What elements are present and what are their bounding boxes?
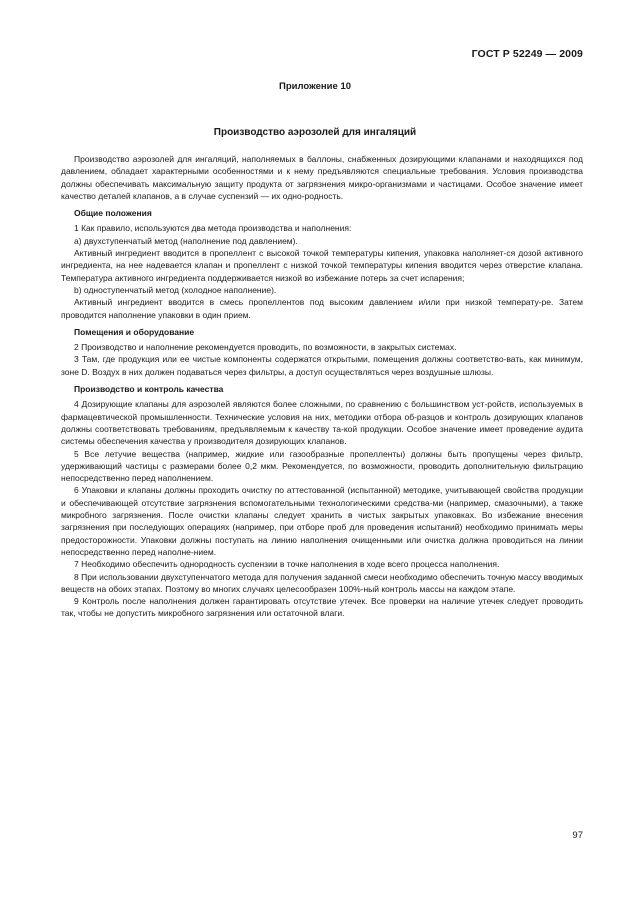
section-heading-general: Общие положения — [74, 208, 152, 219]
paragraph: Активный ингредиент вводится в смесь пропеллентов под высоким давлением и/или при низкой температу-ре. Затем проводится наполнение упаковки в один прием. — [61, 297, 583, 320]
appendix-title: Приложение 10 — [278, 81, 352, 92]
paragraph: 1 Как правило, используются два метода производства и наполнения: — [74, 223, 352, 234]
paragraph: 5 Все летучие вещества (например, жидкие или газообразные пропелленты) должны быть пропущены через фильтр, удерживающий частицы с размерами более 0,2 мкм. Рекомендуется, по возможности, проводить дополнительную фильтрацию непосредственно перед наполнением. — [61, 448, 583, 484]
paragraph: 2 Производство и наполнение рекомендуется проводить, по возможности, в закрытых системах. — [74, 342, 457, 353]
paragraph: 7 Необходимо обеспечить однородность суспензии в точке наполнения в ходе всего процесса наполнения. — [74, 559, 500, 570]
paragraph: 4 Дозирующие клапаны для аэрозолей являются более сложными, по сравнению с большинством уст-ройств, используемых в фармацевтической промышленности. Технические условия на них, методики отбора об-разцов и контроль дозирующих клапанов должны соответствовать требованиям, предъявляемым к качеству та-кой продукции. Особое значение имеет проведение аудита системы обеспечения качества у производителя дозирующих клапанов. — [61, 399, 583, 447]
document-body — [61, 153, 583, 620]
intro-paragraph: Производство аэрозолей для ингаляций, наполняемых в баллоны, снабженных дозирующими клапанами и находящихся под давлением, обладает характерными особенностями и к нему предъявляются специальные требования. Условия производства должны обеспечивать максимальную защиту продукта от загрязнения микро-организмами и частицами. Особое значение имеет качество деталей клапанов, а в случае суспензий — их одно-родность. — [61, 154, 583, 201]
paragraph: а) двухступенчатый метод (наполнение под давлением). — [74, 235, 298, 246]
main-title: Производство аэрозолей для ингаляций — [213, 127, 417, 138]
paragraph: Активный ингредиент вводится в пропеллент с высокой точкой температуры кипения, упаковка наполняет-ся дозой активного ингредиента, на нее надевается клапан и пропеллент с низкой точкой температуры кипения вводится через отверстие клапана. Температура активного ингредиента поддерживается низкой во избежание потерь за счет испарения; — [61, 248, 583, 283]
section-heading-premises: Помещения и оборудование — [74, 326, 195, 337]
paragraph: 3 Там, где продукция или ее чистые компоненты содержатся открытыми, помещения должны соответство-вать, как минимум, зоне D. Воздух в них должен подаваться через фильтры, а доступ осуществляться через воздушные шлюзы. — [61, 354, 583, 377]
paragraph: b) одноступенчатый метод (холодное наполнение). — [74, 284, 277, 295]
section-heading-production: Производство и контроль качества — [74, 384, 224, 395]
paragraph: 6 Упаковки и клапаны должны проходить очистку по аттестованной (испытанной) методике, учитывающей свойства продукции и обеспечивающей отсутствие загрязнения вспомогательными технологическими средства-ми (например, смазочными), а также микробного загрязнения. После очистки клапаны следует хранить в чистых закрытых упаковках. Во избежание внесения загрязнения при последующих операциях (например, при отборе проб для проведения испытаний) необходимо принимать меры предосторожности. Упаковки должны поступать на линию наполнения очищенными или очистка должна проводиться на линии непосредственно перед наполне-нием. — [61, 485, 583, 557]
paragraph: 9 Контроль после наполнения должен гарантировать отсутствие утечек. Все проверки на наличие утечек следует проводить так, чтобы не допустить микробного загрязнения или остаточной влаги. — [61, 596, 583, 619]
document-code: ГОСТ Р 52249 — 2009 — [471, 48, 583, 60]
page-number: 97 — [572, 830, 583, 841]
paragraph: 8 При использовании двухступенчатого метода для получения заданной смеси необходимо обеспечить точную массу вводимых веществ на обоих этапах. Поэтому во многих случаях целесообразен 100%-ный контроль массы на каждом этапе. — [61, 571, 583, 594]
